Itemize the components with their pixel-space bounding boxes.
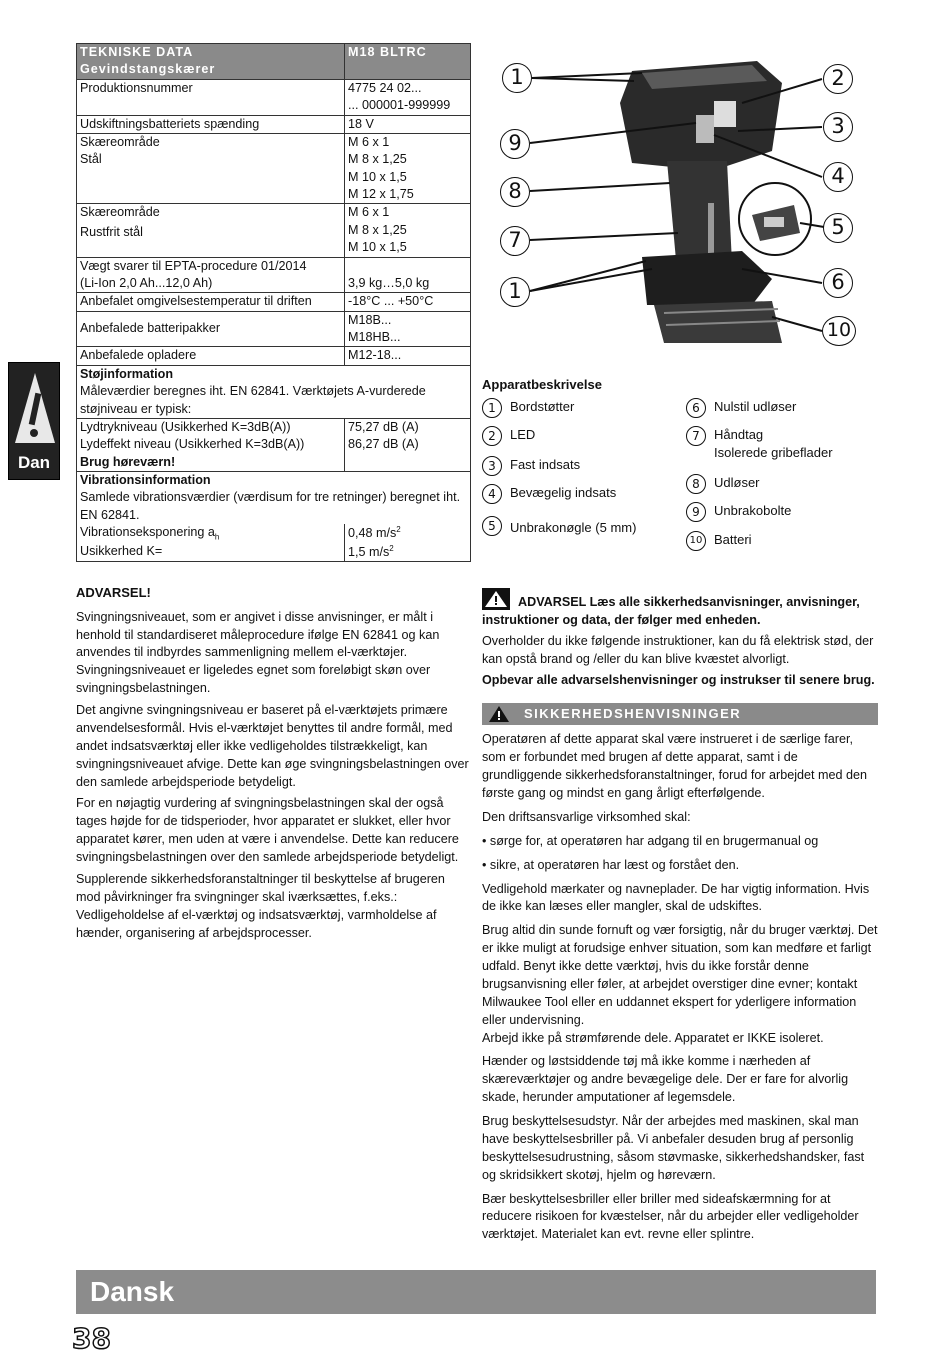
table-row: Lydeffekt niveau (Usikkerhed K=3dB(A)) 86,27 dB (A) <box>77 436 471 453</box>
paragraph: Brug altid din sunde fornuft og vær forsigtig, når du bruger værktøj. Det er ikke muligt at forudsige enhver situation, som kan medføre et farligt udfald. Benyt ikke dette værktøj, hvis du ikke forstår denne brugsanvisning eller føler, at arbejdet overstiger dine evner; kontakt Milwaukee Tool eller en uddannet ekspert for yderligere information eller undervisning. <box>482 923 878 1027</box>
paragraph: Brug beskyttelsesudstyr. Når der arbejdes med maskinen, skal man have beskyttelsesbriller på. Vi anbefaler desuden brug af personlig beskyttelsesudrustning, såsom støvmaske, sikkerhedshandsker, fast og skridsikkert skotøj, hjelm og høreværn. <box>482 1114 865 1182</box>
warning-icon <box>13 369 57 447</box>
table-row: Lydtrykniveau (Usikkerhed K=3dB(A)) 75,27 dB (A) <box>77 418 471 436</box>
table-row: Anbefalede batteripakker M18B... M18HB... <box>77 311 471 347</box>
list-item: 7 Håndtag Isolerede gribeflader <box>686 426 833 463</box>
noise-title: Støjinformation <box>80 366 174 381</box>
footer-language-bar: Dansk <box>76 1270 876 1314</box>
tool-illustration <box>482 43 878 367</box>
table-row: Anbefalet omgivelsestemperatur til driften -18°C ... +50°C <box>77 293 471 311</box>
figure-callout: 1 <box>500 277 530 307</box>
technical-data-table <box>76 43 471 562</box>
paragraph: Arbejd ikke på strømførende dele. Apparatet er IKKE isoleret. <box>482 1030 824 1045</box>
page-number: 38 <box>72 1322 111 1355</box>
paragraph: Bær beskyttelsesbriller eller briller med sideafskærmning for at reducere risikoen for kvæstelser, når du arbejder eller vedligeholder værktøjet. Materialet kan evt. revne eller splintre. <box>482 1191 859 1242</box>
paragraph: Vedligehold mærkater og navneplader. De har vigtig information. Hvis de ikke kan læses eller mangler, skal de udskiftes. <box>482 881 870 914</box>
table-row: Usikkerhed K= 1,5 $m/s^2$ <box>77 543 471 562</box>
paragraph: Operatøren af dette apparat skal være instrueret i de særlige farer, som er forbundet med brugen af dette apparat, samt i de grundliggende sikkerhedsforanstaltninger, forud for arbejdet med den første gang og mindst en gang årligt efterfølgende. <box>482 732 868 800</box>
list-item: 1 Bordstøtter <box>482 398 574 418</box>
sikkerhed-header <box>482 703 878 725</box>
warning-bold-text-2: Opbevar alle advarselshenvisninger og instrukser til senere brug. <box>482 672 875 687</box>
paragraph: Svingningsniveauet, som er angivet i disse anvisninger, er målt i henhold til standardiseret måleprocedure ifølge EN 62841 og kan anvendes til indbyrdes sammenligning mellem el-værktøjer. Svingningsniveauet er ligeledes egnet som foreløbigt skøn over svingningsbelastningen. <box>76 609 440 696</box>
table-row <box>77 454 471 472</box>
paragraph: For en nøjagtig vurdering af svingningsbelastningen skal der også tages højde for de tidsperioder, hvor apparatet er slukket, eller hvor apparatet kører, men uden at være i anvendelse. Dette kan reducere svingningsbelastningen over den samlede arbejdsperiode betydeligt. <box>76 796 459 865</box>
list-item: 9 Unbrakobolte <box>686 502 791 522</box>
vibration-section: Vibrationsinformation Samlede vibrationsværdier (værdisum for tre retninger) beregnet iht. EN 62841. <box>77 472 471 525</box>
list-item: 4 Bevægelig indsats <box>482 484 616 504</box>
warning-block <box>482 588 878 689</box>
apparat-list <box>482 398 878 576</box>
table-subtitle: Gevindstangskærer <box>80 62 216 77</box>
vibration-title: Vibrationsinformation <box>80 473 211 487</box>
table-row: Vægt svarer til EPTA-procedure 01/2014 (Li-Ion 2,0 Ah...12,0 Ah) 3,9 kg…5,0 kg <box>77 257 471 293</box>
table-row: Skæreområde Rustfrit stål M 6 x 1 M 8 x 1,25 M 10 x 1,5 <box>77 204 471 257</box>
figure-callout: 8 <box>500 177 530 207</box>
table-title: TEKNISKE DATA <box>80 45 194 59</box>
paragraph: Det angivne svingningsniveau er baseret på el-værktøjets primære anvendelsesformål. Hvis el-værktøjet benyttes til andre formål, med andet indsatsværktøj eller ikke vedligeholdes tilstrækkeligt, kan svingningsniveauet afvige. Dette kan øge svingningsbelastningen over den samlede arbejdsperiode betydeligt. <box>76 703 469 789</box>
side-tab-language: Dan <box>17 453 51 472</box>
list-item: 5 Unbrakonøgle (5 mm) <box>482 516 636 537</box>
advarsel-title: ADVARSEL! <box>76 585 151 601</box>
model-name: M18 BLTRC <box>348 45 427 59</box>
language-side-tab <box>8 362 60 480</box>
table-row: Anbefalede opladere M12-18... <box>77 347 471 365</box>
right-column <box>482 43 878 1250</box>
warning-triangle-icon <box>482 588 510 610</box>
sikkerhed-body <box>482 731 878 1244</box>
apparat-title: Apparatbeskrivelse <box>482 377 602 392</box>
list-item: 3 Fast indsats <box>482 456 580 476</box>
list-item: • sikre, at operatøren har læst og forstået den. <box>482 857 740 872</box>
advarsel-section <box>76 584 471 942</box>
table-row: Vibrationseksponering $a_h$ 0,48 $m/s^2$ <box>77 524 471 543</box>
figure-callout: 4 <box>823 162 853 192</box>
sikkerhed-title: SIKKERHEDSHENVISNINGER <box>524 706 742 722</box>
figure-callout: 6 <box>823 268 853 298</box>
table-row: Produktionsnummer 4775 24 02... ... 000001-999999 <box>77 79 471 115</box>
list-item: 2 LED <box>482 426 535 446</box>
paragraph: Hænder og løstsiddende tøj må ikke komme i nærheden af skæreværktøjer og andre bevægelige dele. Der er fare for alvorlig skade, herunder amputationer af legemsdele. <box>482 1054 849 1105</box>
noise-section: Støjinformation Måleværdier beregnes iht. EN 62841. Værktøjets A-vurderede støjniveau er typisk: <box>77 365 471 418</box>
paragraph: Supplerende sikkerhedsforanstaltninger til beskyttelse af brugeren mod påvirkninger fra svingninger skal iværksættes, f.eks.: Vedligeholdelse af el-værktøj og indsatsværktøj, varmholdelse af hænder, organisering af arbejdsprocesser. <box>76 871 445 940</box>
figure-callout: 2 <box>823 64 853 94</box>
tool-figure <box>482 43 878 367</box>
warning-triangle-icon <box>488 705 510 723</box>
figure-callout: 10 <box>822 316 856 346</box>
warning-text: Overholder du ikke følgende instruktioner, kan du få elektrisk stød, der kan opstå brand og /eller du kan blive kvæstet alvorligt. <box>482 633 874 666</box>
figure-callout: 7 <box>500 226 530 256</box>
hearing-protection-note: Brug høreværn! <box>77 454 345 472</box>
list-item: 6 Nulstil udløser <box>686 398 796 418</box>
warning-bold-text: ADVARSEL Læs alle sikkerhedsanvisninger, anvisninger, instruktioner og data, der følger med enheden. <box>482 595 860 627</box>
figure-callout: 5 <box>823 213 853 243</box>
list-item: 8 Udløser <box>686 474 760 494</box>
table-row: Udskiftningsbatteriets spænding 18 V <box>77 115 471 133</box>
left-column <box>76 43 471 946</box>
list-item: • sørge for, at operatøren har adgang til en brugermanual og <box>482 833 819 848</box>
figure-callout: 9 <box>500 129 530 159</box>
list-item: 10 Batteri <box>686 531 752 551</box>
figure-callout: 3 <box>823 112 853 142</box>
paragraph: Den driftsansvarlige virksomhed skal: <box>482 809 691 824</box>
figure-callout: 1 <box>502 63 532 93</box>
table-row: Skæreområde Stål M 6 x 1 M 8 x 1,25 M 10 x 1,5 M 12 x 1,75 <box>77 133 471 204</box>
